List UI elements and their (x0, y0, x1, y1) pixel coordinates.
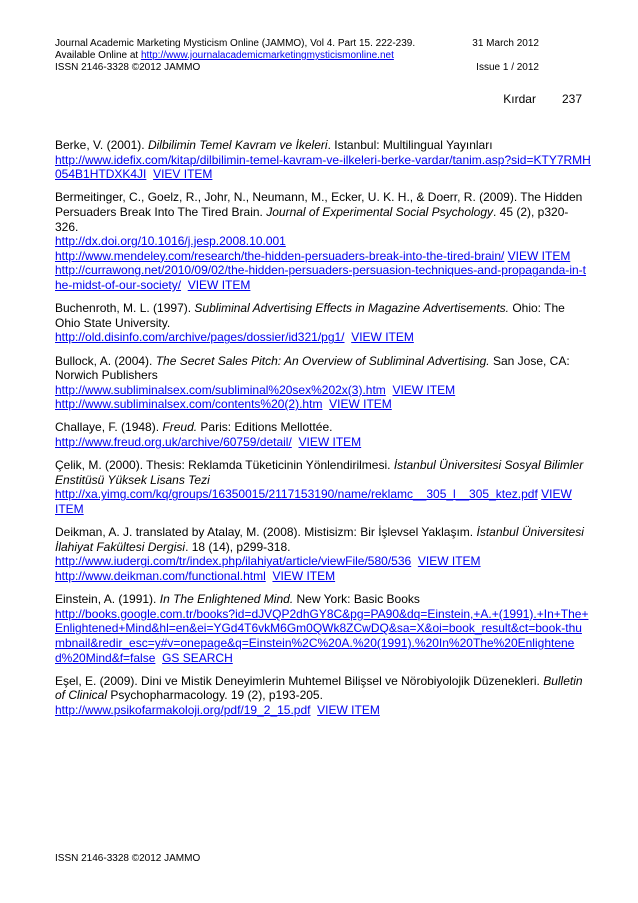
view-item-link[interactable]: VIEW ITEM (507, 248, 571, 263)
google-books-link[interactable]: http://books.google.com.tr/books?id=dJVQP2dhGY8C&pg=PA90&dq=Einstein,+A.+(1991).+In+The+Enlightened+Mind&hl=en&ei=YGd4T6vkM6Gm0QWk8ZCwDQ&sa=X&oi=book_result&ct=book-thumbnail&redir_esc=y#v=onepage&q=Einstein%2C%20A.%20(1991).%20In%20The%20Enlightened%20Mind&f=false (55, 606, 589, 665)
ref-text: San Jose, CA: Norwich Publishers (55, 353, 570, 383)
view-item-link[interactable]: VIEV ITEM (153, 167, 213, 182)
doi-link[interactable]: http://dx.doi.org/10.1016/j.jesp.2008.10.001 (55, 234, 286, 249)
reference-list (55, 138, 591, 726)
ref-text: Bermeitinger, C., Goelz, R., Johr, N., Neumann, M., Ecker, U. K. H., & Doerr, R. (2009). The Hidden Persuaders Break Into The Tired Brain. (55, 190, 583, 219)
view-item-link[interactable]: VIEW ITEM (329, 397, 392, 412)
reference-esel (55, 674, 591, 718)
ref-text: Challaye, F. (1948). (55, 420, 163, 435)
ref-title: Dilbilimin Temel Kavram ve İkeleri (147, 138, 328, 152)
ref-text: Ohio: The Ohio State University. (55, 301, 565, 330)
header-line-3 (55, 62, 585, 74)
ref-text: Bullock, A. (2004). (55, 353, 156, 368)
ref-title: Subliminal Advertising Effects in Magazine Advertisements. (194, 301, 509, 316)
ref-link[interactable]: http://www.psikofarmakoloji.org/pdf/19_2_15.pdf (55, 702, 311, 717)
ref-link[interactable]: http://www.subliminalsex.com/contents%20(2).htm (55, 397, 323, 412)
reference-bermeitinger (55, 190, 591, 292)
ref-text: New York: Basic Books (293, 592, 420, 607)
reference-bullock (55, 354, 591, 412)
ref-title: Journal of Experimental Social Psychology (266, 204, 493, 219)
ref-link[interactable]: http://www.subliminalsex.com/subliminal%20sex%202x(3).htm (55, 382, 386, 397)
issue-number: Issue 1 / 2012 (476, 62, 539, 73)
issue-date: 31 March 2012 (472, 38, 539, 49)
view-item-link[interactable]: VIEW ITEM (417, 554, 481, 569)
reference-challaye (55, 420, 591, 449)
ref-text: . 45 (2), p320-326. (55, 204, 569, 234)
running-head-author: Kırdar (503, 92, 536, 106)
journal-website-link[interactable]: http://www.journalacademicmarketingmysticismonline.net (140, 50, 394, 61)
ref-text: Deikman, A. J. translated by Atalay, M. (2008). Mistisizm: Bir İşlevsel Yaklaşım. (55, 525, 477, 540)
ref-text: Buchenroth, M. L. (1997). (55, 301, 195, 316)
ref-text: Einstein, A. (1991). (55, 592, 160, 607)
ref-link[interactable]: http://old.disinfo.com/archive/pages/dossier/id321/pg1/ (55, 330, 345, 345)
ref-link[interactable]: http://www.freud.org.uk/archive/60759/detail/ (55, 435, 292, 450)
ref-text: . 18 (14), p299-318. (185, 539, 291, 554)
ref-title: İstanbul Üniversitesi İlahiyat Fakültesi Dergisi (55, 525, 584, 554)
ref-text: Eşel, E. (2009). Dini ve Mistik Deneyimlerin Muhtemel Bilişsel ve Nörobiyolojik Düzenekleri. (55, 673, 544, 688)
ref-text: . Istanbul: Multilingual Yayınları (327, 138, 493, 152)
ref-link[interactable]: http://www.idefix.com/kitap/dilbilimin-temel-kavram-ve-ilkeleri-berke-vardar/tanim.asp?sid=KTY7RMH054B1HTDXK4JI (55, 152, 591, 182)
ref-text: Psychopharmacology. 19 (2), p193-205. (107, 688, 323, 703)
reference-celik (55, 458, 591, 516)
ref-text: Berke, V. (2001). (55, 138, 148, 152)
ref-link[interactable]: http://www.deikman.com/functional.html (55, 569, 266, 583)
ref-text: Çelik, M. (2000). Thesis: Reklamda Tüketicinin Yönlendirilmesi. (55, 458, 394, 473)
reference-deikman (55, 525, 591, 583)
running-head (503, 92, 582, 106)
view-item-link[interactable]: VIEW ITEM (272, 569, 336, 583)
ref-title: In The Enlightened Mind. (159, 592, 294, 607)
header-issn: ISSN 2146-3328 ©2012 JAMMO (55, 62, 201, 73)
ref-link[interactable]: http://www.iudergi.com/tr/index.php/ilahiyat/article/viewFile/580/536 (55, 554, 412, 569)
available-online-label: Available Online at (55, 50, 139, 61)
header-line-2 (55, 50, 585, 62)
ref-text: Paris: Editions Mellottée. (197, 420, 333, 435)
view-item-link[interactable]: VIEW ITEM (392, 382, 456, 397)
gs-search-link[interactable]: GS SEARCH (162, 650, 233, 665)
ref-title: The Secret Sales Pitch: An Overview of Subliminal Advertising. (155, 353, 490, 368)
view-item-link[interactable]: VIEW ITEM (317, 702, 380, 717)
ref-link[interactable]: http://currawong.net/2010/09/02/the-hidden-persuaders-persuasion-techniques-and-propaganda-in-the-midst-of-our-society/ (55, 263, 587, 292)
header-line-1 (55, 38, 585, 50)
ref-link[interactable]: http://www.mendeley.com/research/the-hidden-persuaders-break-into-the-tired-brain/ (55, 248, 505, 263)
reference-berke (55, 138, 591, 182)
ref-title: Bulletin of Clinical (55, 673, 583, 703)
ref-title: Freud. (162, 420, 198, 435)
journal-citation: Journal Academic Marketing Mysticism Online (JAMMO), Vol 4. Part 15. 222-239. (55, 38, 416, 49)
page-footer: ISSN 2146-3328 ©2012 JAMMO (55, 853, 201, 864)
journal-header (55, 38, 585, 74)
page-number: 237 (561, 92, 582, 106)
view-item-link[interactable]: VIEW ITEM (351, 330, 414, 345)
ref-link[interactable]: http://xa.yimg.com/kq/groups/16350015/2117153190/name/reklamc__305_l__305_ktez.pdf (55, 487, 538, 502)
ref-title: İstanbul Üniversitesi Sosyal Bilimler Enstitüsü Yüksek Lisans Tezi (55, 458, 584, 487)
reference-einstein (55, 592, 591, 665)
view-item-link[interactable]: VIEW ITEM (298, 435, 362, 450)
reference-buchenroth (55, 301, 591, 345)
view-item-link[interactable]: VIEW ITEM (55, 487, 572, 517)
view-item-link[interactable]: VIEW ITEM (187, 277, 251, 292)
